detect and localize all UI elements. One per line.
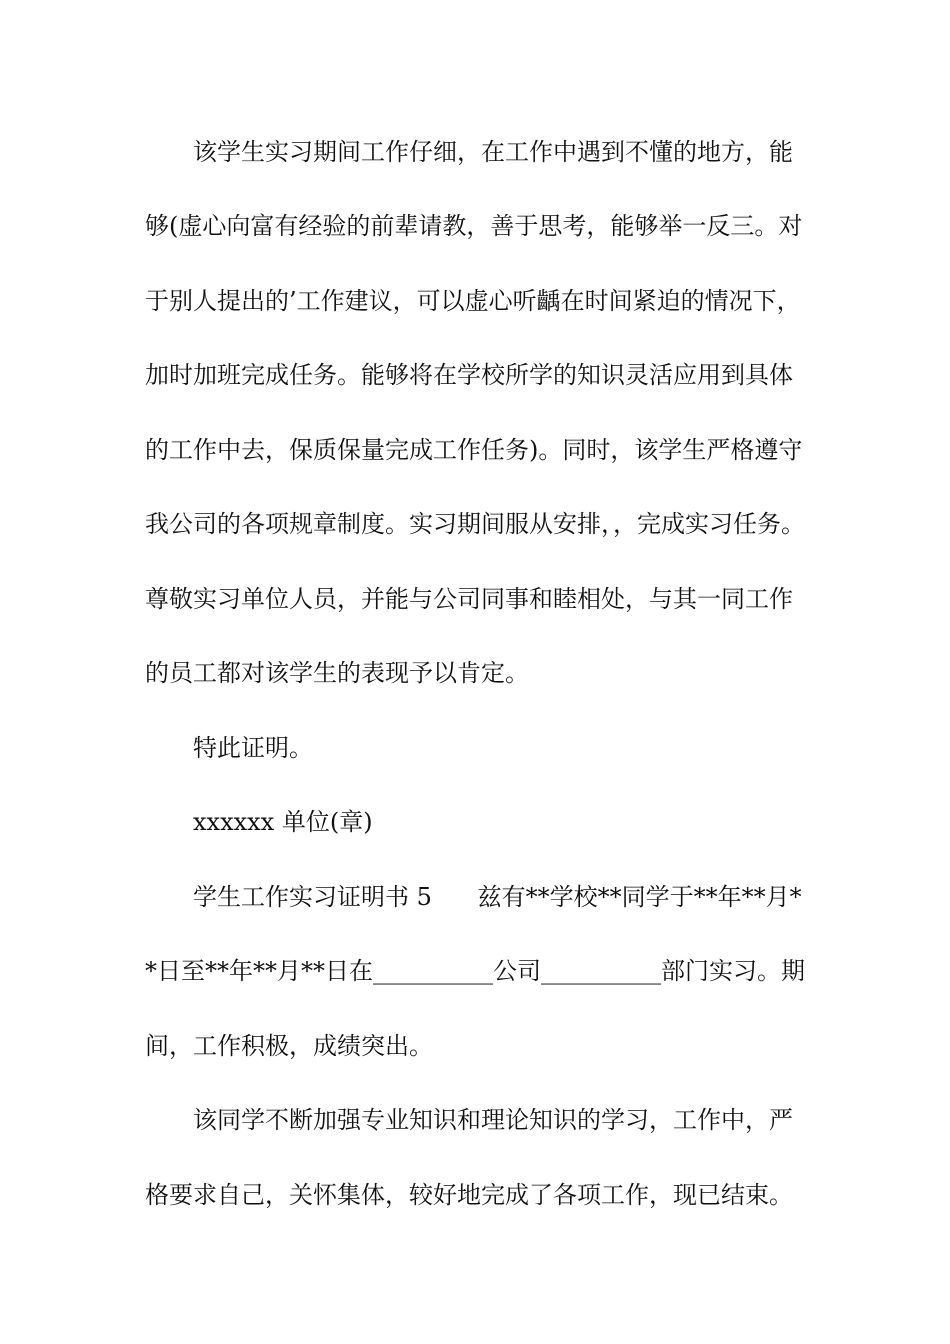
paragraph-line-5: 的工作中去，保质保量完成工作任务)。同时，该学生严格遵守 [145, 436, 803, 464]
paragraph-line-6: 我公司的各项规章制度。实习期间服从安排，，完成实习任务。 [145, 510, 805, 538]
paragraph-line-3: 于别人提出的’工作建议，可以虚心听齲在时间紧迫的情况下， [145, 287, 801, 315]
paragraph-line-8: 的员工都对该学生的表现予以肯定。 [145, 659, 529, 687]
paragraph-line-14: 该同学不断加强专业知识和理论知识的学习，工作中，严 [193, 1106, 793, 1134]
paragraph-line-2: 够(虚心向富有经验的前辈请教，善于思考，能够举一反三。对 [145, 212, 803, 240]
paragraph-line-15: 格要求自己，关怀集体，较好地完成了各项工作，现已结束。 [145, 1181, 793, 1209]
section-heading-line: 学生工作实习证明书 5 兹有**学校**同学于**年**月* [193, 883, 802, 911]
paragraph-line-7: 尊敬实习单位人员，并能与公司同事和睦相处，与其一同工作 [145, 585, 793, 613]
paragraph-line-13: 间，工作积极，成绩突出。 [145, 1032, 433, 1060]
paragraph-line-4: 加时加班完成任务。能够将在学校所学的知识灵活应用到具体 [145, 361, 793, 389]
certification-line: 特此证明。 [193, 734, 313, 762]
paragraph-line-12: *日至**年**月**日在__________公司__________部门实习。期 [145, 957, 805, 985]
paragraph-line-1: 该学生实习期间工作仔细，在工作中遇到不懂的地方，能 [193, 138, 793, 166]
unit-seal-line: xxxxxx 单位(章) [193, 808, 373, 836]
